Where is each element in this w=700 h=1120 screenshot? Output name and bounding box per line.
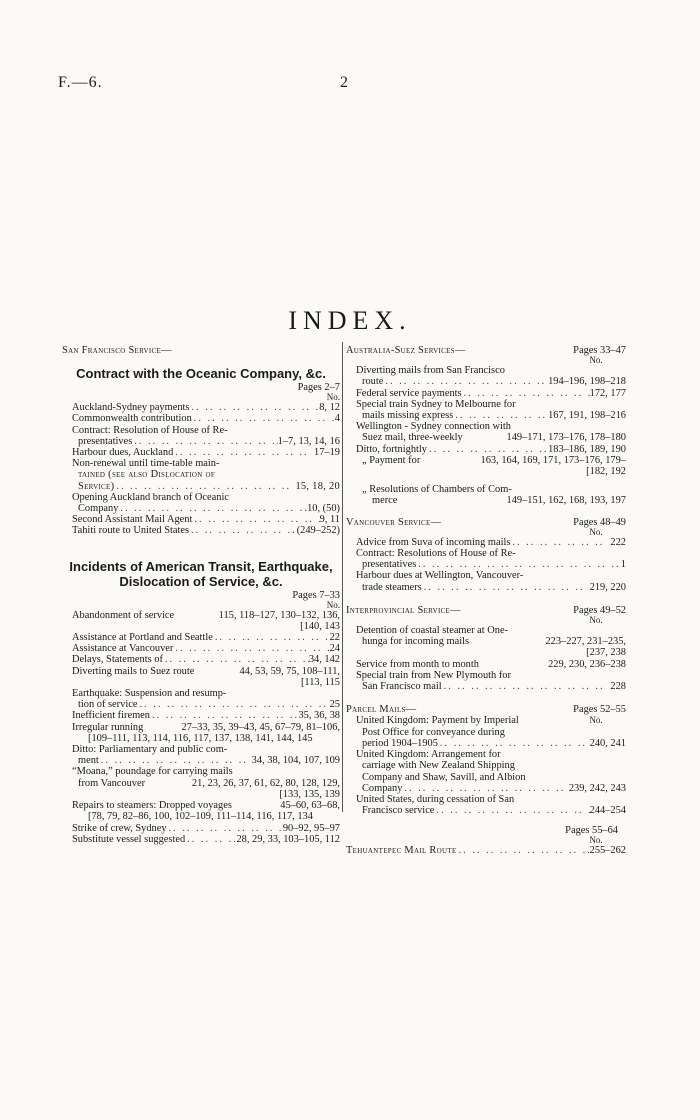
page-number: 2: [340, 74, 348, 91]
index-entry: mails missing express .. .. 167, 191, 198–216: [346, 410, 626, 421]
suez-section-header: [346, 345, 626, 356]
index-entry: Special train Sydney to Melbourne for: [356, 398, 516, 410]
index-entry: merce 149–151, 162, 168, 193, 197: [372, 495, 626, 507]
index-entry: tion of service .. .. 25: [62, 699, 340, 710]
sf-service-heading: San Francisco Service—: [62, 345, 172, 356]
index-entry: Federal service payments .. .. 172, 177: [346, 388, 626, 399]
tehuantepec-heading: Tehuantepec Mail Route: [346, 845, 457, 857]
suez-heading: Australia-Suez Services—: [346, 345, 466, 356]
index-entry: Detention of coastal steamer at One-: [356, 625, 509, 637]
index-entry: Strike of crew, Sydney .. .. 90–92, 95–97: [62, 823, 340, 834]
parcel-heading: Parcel Mails—: [346, 704, 417, 716]
index-entry: Auckland-Sydney payments .. .. 8, 12: [62, 402, 340, 413]
parcel-no-label: No.: [589, 715, 603, 726]
index-entry: Earthquake: Suspension and resump-: [72, 688, 227, 700]
contract-heading: Contract with the Oceanic Company, &c.: [76, 366, 326, 382]
interprovincial-no-label: No.: [589, 615, 603, 626]
index-entry: Contract: Resolutions of House of Re-: [356, 548, 516, 560]
index-entry: Post Office for conveyance during: [362, 726, 505, 738]
index-entry-continuation: [78, 79, 82–86, 100, 102–109, 111–114, 116, 117, 134: [88, 811, 313, 823]
index-entry: Delays, Statements of .. .. 34, 142: [62, 654, 340, 665]
index-entry: from Vancouver 21, 23, 26, 37, 61, 62, 80, 128, 129,: [78, 777, 340, 789]
vancouver-no-label: No.: [589, 526, 603, 537]
incidents-no-label: No.: [326, 599, 340, 610]
index-entry: United Kingdom: Arrangement for: [356, 749, 501, 761]
index-entry: Company .. .. 239, 242, 243: [346, 783, 626, 794]
tehuantepec-no-label: No.: [589, 835, 603, 846]
index-entry: Substitute vessel suggested .. .. 28, 29, 33, 103–105, 112: [62, 834, 340, 845]
index-entry: Tahiti route to United States .. .. (249–252): [62, 525, 340, 536]
index-entry: Irregular running 27–33, 35, 39–43, 45, 67–79, 81–106,: [72, 721, 340, 733]
index-entry-continuation: [237, 238: [586, 647, 626, 659]
index-entry: Company .. .. 10, (50): [62, 503, 340, 514]
index-entry: Wellington - Sydney connection with: [356, 421, 511, 433]
parcel-pages: Pages 52–55: [573, 704, 626, 716]
index-entry: Diverting mails to Suez route 44, 53, 59, 75, 108–111,: [72, 665, 340, 677]
index-entry: United Kingdom: Payment by Imperial No.: [346, 715, 626, 726]
index-entry: „ Payment for 163, 164, 169, 171, 173–176, 179–: [362, 454, 626, 466]
index-entry: Service) .. .. 15, 18, 20: [62, 481, 340, 492]
index-entry: Assistance at Vancouver .. .. 24: [62, 643, 340, 654]
index-entry: route .. .. 194–196, 198–218: [346, 376, 626, 387]
incidents-pages: Pages 7–33: [292, 589, 340, 601]
index-entry: Special train from New Plymouth for: [356, 669, 511, 681]
index-entry: Francisco service .. .. 244–254: [346, 805, 626, 816]
index-entry: Assistance at Portland and Seattle .. .. 22: [62, 632, 340, 643]
index-entry: hunga for incoming mails 223–227, 231–235,: [362, 636, 626, 648]
index-entry: Diverting mails from San Francisco: [356, 365, 505, 377]
index-entry: San Francisco mail .. .. 228: [346, 681, 626, 692]
index-entry: ment .. .. 34, 38, 104, 107, 109: [62, 755, 340, 766]
vancouver-section-header: [346, 517, 626, 528]
tehuantepec-entry: Tehuantepec Mail Route .. .. 255–262: [346, 845, 626, 856]
index-entry-continuation: [140, 143: [300, 620, 340, 632]
index-entry: Opening Auckland branch of Oceanic: [72, 491, 229, 503]
index-entry: “Moana,” poundage for carrying mails: [72, 766, 233, 778]
index-entry: Commonwealth contribution .. .. 4: [62, 413, 340, 424]
index-entry-continuation: [109–111, 113, 114, 116, 117, 137, 138, 141, 144, 145: [88, 732, 313, 744]
contract-pages: Pages 2–7: [297, 382, 340, 394]
vancouver-heading: Vancouver Service—: [346, 516, 442, 528]
index-title: INDEX.: [288, 306, 412, 335]
interprovincial-heading: Interprovincial Service—: [346, 604, 461, 616]
parcel-section-header: [346, 704, 626, 715]
page-reference: F.—6.: [58, 74, 103, 91]
index-entry: trade steamers .. .. 219, 220: [346, 582, 626, 593]
left-column: [62, 345, 340, 845]
interprovincial-pages: Pages 49–52: [573, 604, 626, 616]
interprovincial-section-header: [346, 605, 626, 616]
index-entry: Non-renewal until time-table main-: [72, 458, 220, 470]
suez-pages: Pages 33–47: [573, 345, 626, 356]
column-divider: [342, 342, 343, 812]
index-entry: United States, during cessation of San: [356, 793, 515, 805]
index-entry-continuation: [133, 135, 139: [279, 788, 340, 800]
index-entry: „ Resolutions of Chambers of Com-: [362, 484, 512, 496]
index-entry: Ditto, fortnightly .. .. 183–186, 189, 190: [346, 444, 626, 455]
index-entry: Company and Shaw, Savill, and Albion: [362, 771, 526, 783]
index-entry-continuation: [182, 192: [586, 466, 626, 478]
index-entry: period 1904–1905 .. .. 240, 241: [346, 738, 626, 749]
tehuantepec-pages: Pages 55–64: [565, 825, 618, 837]
index-entry: Inefficient firemen .. .. 35, 36, 38: [62, 710, 340, 721]
suez-no-label: No.: [589, 355, 603, 366]
index-entry: Contract: Resolution of House of Re-: [72, 424, 228, 436]
index-entry: Ditto: Parliamentary and public com-: [72, 744, 228, 756]
contract-no-label: No.: [326, 392, 340, 403]
index-entry: presentatives .. .. 1–7, 13, 14, 16: [62, 436, 340, 447]
index-entry: Advice from Suva of incoming mails .. .. 222: [346, 537, 626, 548]
index-entry: tained (see also Dislocation of: [78, 469, 216, 481]
index-entry: Suez mail, three-weekly 149–171, 173–176, 178–180: [362, 432, 626, 444]
right-column: [346, 345, 626, 857]
index-entry: Abandonment of service 115, 118–127, 130–132, 136,: [72, 609, 340, 621]
index-entry: carriage with New Zealand Shipping: [362, 760, 515, 772]
index-entry: Harbour dues at Wellington, Vancouver-: [356, 570, 524, 582]
index-entry-continuation: [113, 115: [300, 676, 340, 688]
index-entry: Second Assistant Mail Agent .. .. 9, 11: [62, 514, 340, 525]
index-entry: Harbour dues, Auckland .. .. 17–19: [62, 447, 340, 458]
vancouver-pages: Pages 48–49: [573, 516, 626, 528]
index-entry: Service from month to month 229, 230, 236–238: [356, 658, 626, 670]
index-entry: presentatives .. .. 1: [346, 559, 626, 570]
index-entry: Repairs to steamers: Dropped voyages 45–60, 63–68,: [72, 800, 340, 812]
incidents-heading-line1: Incidents of American Transit, Earthquake,: [69, 558, 333, 574]
incidents-heading-line2: Dislocation of Service, &c.: [119, 573, 283, 589]
